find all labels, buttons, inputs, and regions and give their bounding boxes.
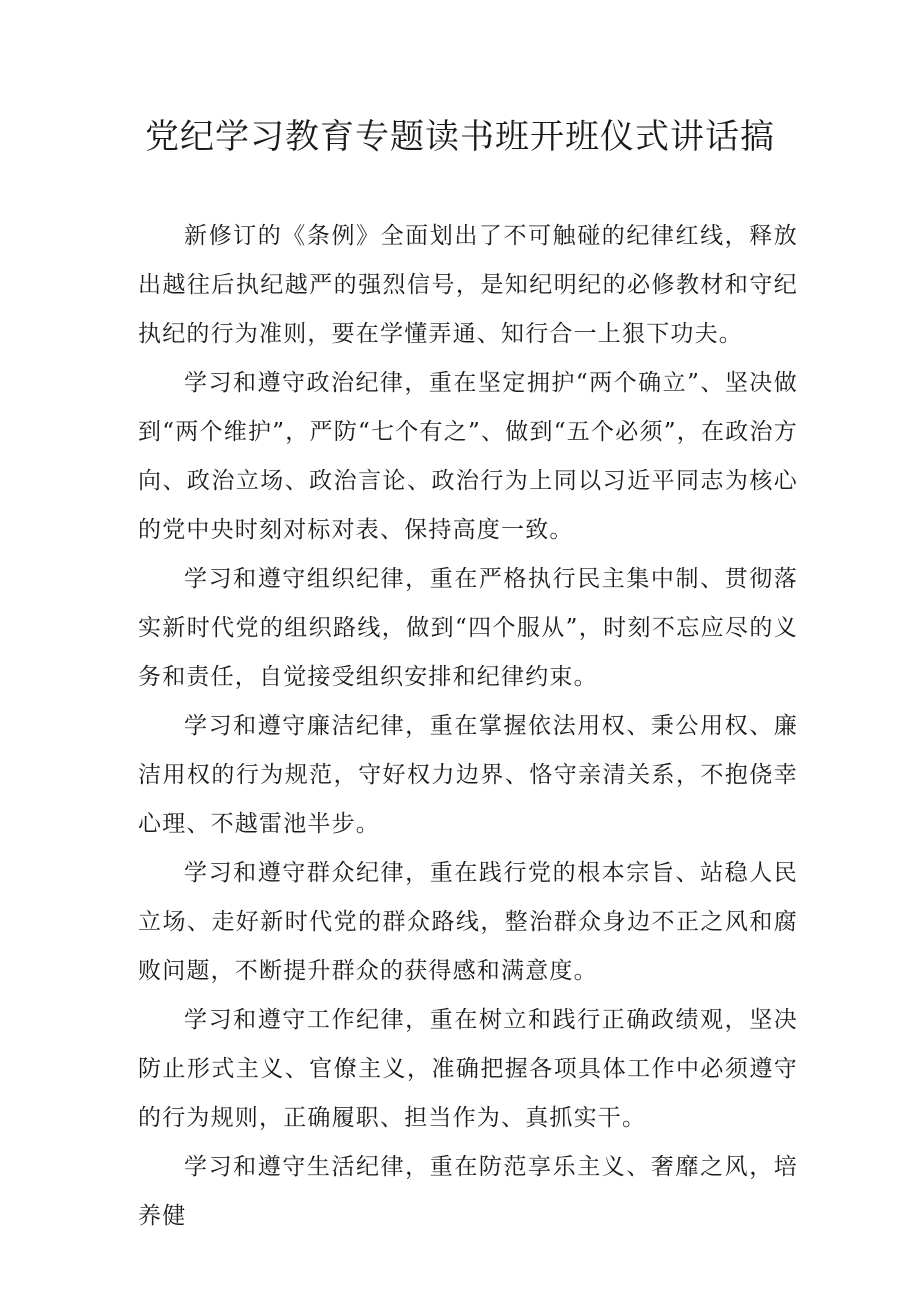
paragraph-7: 学习和遵守生活纪律，重在防范享乐主义、奢靡之风，培养健: [138, 1154, 798, 1229]
document-body: [138, 212, 798, 1241]
paragraph-2: 学习和遵守政治纪律，重在坚定拥护“两个确立”、坚决做到“两个维护”，严防“七个有之”、做到“五个必须”，在政治方向、政治立场、政治言论、政治行为上同以习近平同志为核心的党中央时刻对标对表、保持高度一致。: [138, 370, 798, 543]
paragraph-5: 学习和遵守群众纪律，重在践行党的根本宗旨、站稳人民立场、走好新时代党的群众路线，整治群众身边不正之风和腐败问题，不断提升群众的获得感和满意度。: [138, 860, 798, 984]
paragraph-4: 学习和遵守廉洁纪律，重在掌握依法用权、秉公用权、廉洁用权的行为规范，守好权力边界、恪守亲清关系，不抱侥幸心理、不越雷池半步。: [138, 713, 798, 837]
paragraph-6: 学习和遵守工作纪律，重在树立和践行正确政绩观，坚决防止形式主义、官僚主义，准确把握各项具体工作中必须遵守的行为规则，正确履职、担当作为、真抓实干。: [138, 1007, 798, 1131]
paragraph-1: 新修订的《条例》全面划出了不可触碰的纪律红线，释放出越往后执纪越严的强烈信号，是知纪明纪的必修教材和守纪执纪的行为准则，要在学懂弄通、知行合一上狠下功夫。: [138, 223, 798, 347]
document-title: 党纪学习教育专题读书班开班仪式讲话搞: [145, 117, 775, 157]
paragraph-3: 学习和遵守组织纪律，重在严格执行民主集中制、贯彻落实新时代党的组织路线，做到“四个服从”，时刻不忘应尽的义务和责任，自觉接受组织安排和纪律约束。: [138, 566, 798, 690]
